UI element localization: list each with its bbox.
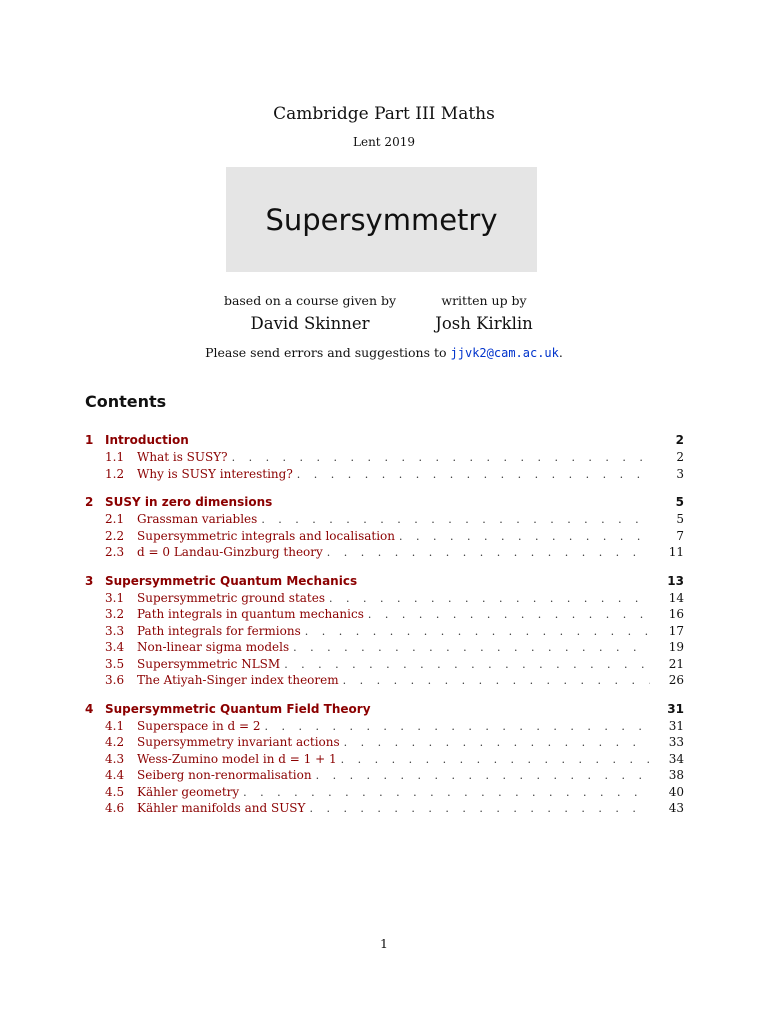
section-number: 4 [85,701,94,716]
subsection-number: 3.4 [105,640,125,654]
subsection-title: Supersymmetry invariant actions [137,735,340,749]
toc-subsection-row[interactable] [85,450,684,467]
subsection-title: Kähler geometry [137,784,240,799]
toc-section [85,574,684,690]
section-page: 31 [667,701,684,716]
dot-leader [232,451,650,464]
section-number: 2 [85,495,94,509]
author-caption: written up by [441,293,527,308]
toc-subsection-row[interactable] [85,591,684,608]
toc-section [85,702,684,818]
subsection-title: Supersymmetric ground states [137,590,326,605]
subsection-number: 2.1 [105,512,125,526]
toc-section-row[interactable] [85,495,684,512]
toc-subsection-row[interactable] [85,512,684,529]
toc-section-row[interactable] [85,702,684,719]
contact-line [0,345,768,360]
subsection-page: 21 [668,656,684,671]
section-title: Introduction [105,433,189,447]
toc-section [85,495,684,562]
subsection-page: 34 [668,751,684,766]
subsection-page: 11 [668,545,684,559]
subsection-number: 1.1 [105,450,125,464]
subsection-title: d = 0 Landau-Ginzburg theory [137,545,323,559]
dot-leader [344,736,650,749]
toc-subsection-row[interactable] [85,529,684,546]
lecturer-credit [208,293,412,333]
subsection-number: 2.2 [105,528,125,543]
subsection-title: Supersymmetric NLSM [137,656,281,671]
email-link[interactable]: jjvk2@cam.ac.uk [450,346,559,360]
toc-subsection-row[interactable] [85,719,684,736]
subsection-page: 7 [676,528,684,543]
toc-subsection-row[interactable] [85,624,684,641]
subsection-page: 19 [668,640,684,654]
subsection-title: What is SUSY? [137,450,228,464]
subsection-title: Wess-Zumino model in d = 1 + 1 [137,751,337,766]
toc-subsection-row[interactable] [85,640,684,657]
subsection-page: 38 [668,768,684,782]
subsection-number: 4.1 [105,718,125,733]
section-number: 3 [85,573,94,588]
table-of-contents [85,433,684,830]
lecturer-caption: based on a course given by [223,293,397,308]
toc-subsection-row[interactable] [85,735,684,752]
subsection-page: 17 [668,623,684,638]
subsection-number: 3.1 [105,590,125,605]
toc-subsection-row[interactable] [85,545,684,562]
toc-subsection-row[interactable] [85,752,684,769]
section-title: SUSY in zero dimensions [105,495,273,509]
subsection-number: 4.6 [105,801,125,815]
section-page: 13 [667,573,684,588]
subsection-page: 33 [668,735,684,749]
subsection-number: 3.3 [105,623,125,638]
dot-leader [284,658,650,671]
toc-subsection-row[interactable] [85,607,684,624]
dot-leader [343,674,650,687]
subsection-title: Supersymmetric integrals and localisation [137,528,395,543]
subsection-title: Path integrals for fermions [137,623,301,638]
subsection-page: 43 [668,801,684,815]
subsection-number: 4.3 [105,751,125,766]
subsection-number: 4.4 [105,768,125,782]
contents-heading: Contents [85,392,167,411]
subsection-page: 2 [676,450,684,464]
toc-subsection-row[interactable] [85,467,684,484]
subsection-page: 40 [668,784,684,799]
subsection-number: 1.2 [105,466,125,481]
subsection-page: 5 [676,512,684,526]
author-credit [424,293,544,333]
title-box [226,167,537,272]
subsection-title: Non-linear sigma models [137,640,290,654]
document-title: Supersymmetry [265,202,498,237]
subsection-page: 31 [668,718,684,733]
subsection-title: Grassman variables [137,512,258,526]
section-title: Supersymmetric Quantum Field Theory [105,701,371,716]
dot-leader [261,513,650,526]
subsection-number: 3.6 [105,673,125,687]
dot-leader [309,802,650,815]
subsection-page: 16 [668,607,684,621]
section-page: 5 [675,495,684,509]
subsection-page: 26 [668,673,684,687]
subsection-title: Path integrals in quantum mechanics [137,607,364,621]
term-label: Lent 2019 [353,135,415,149]
subsection-number: 4.2 [105,735,125,749]
toc-section-row[interactable] [85,433,684,450]
subsection-title: Why is SUSY interesting? [137,466,293,481]
contact-text: Please send errors and suggestions to [205,345,447,360]
lecturer-name: David Skinner [250,314,370,333]
dot-leader [399,530,650,543]
subsection-number: 3.5 [105,656,125,671]
contact-trailing: . [558,345,563,360]
dot-leader [341,753,650,766]
subsection-number: 3.2 [105,607,125,621]
author-name: Josh Kirklin [435,314,533,333]
dot-leader [264,720,650,733]
toc-section-row[interactable] [85,574,684,591]
subsection-number: 4.5 [105,784,125,799]
subsection-page: 14 [668,590,684,605]
toc-section [85,433,684,483]
toc-subsection-row[interactable] [85,785,684,802]
dot-leader [368,608,650,621]
subsection-title: The Atiyah-Singer index theorem [137,673,339,687]
toc-subsection-row[interactable] [85,657,684,674]
dot-leader [243,786,650,799]
page-number: 1 [380,936,388,951]
dot-leader [305,625,650,638]
subsection-title: Seiberg non-renormalisation [137,768,312,782]
course-title: Cambridge Part III Maths [273,104,495,124]
toc-subsection-row[interactable] [85,673,684,690]
subsection-title: Superspace in d = 2 [137,718,261,733]
subsection-page: 3 [676,466,684,481]
dot-leader [316,769,650,782]
section-title: Supersymmetric Quantum Mechanics [105,573,358,588]
toc-subsection-row[interactable] [85,801,684,818]
dot-leader [293,641,650,654]
toc-subsection-row[interactable] [85,768,684,785]
dot-leader [327,546,650,559]
subsection-number: 2.3 [105,545,125,559]
subsection-title: Kähler manifolds and SUSY [137,801,306,815]
section-number: 1 [85,433,94,447]
dot-leader [297,468,650,481]
dot-leader [329,592,650,605]
section-page: 2 [675,433,684,447]
